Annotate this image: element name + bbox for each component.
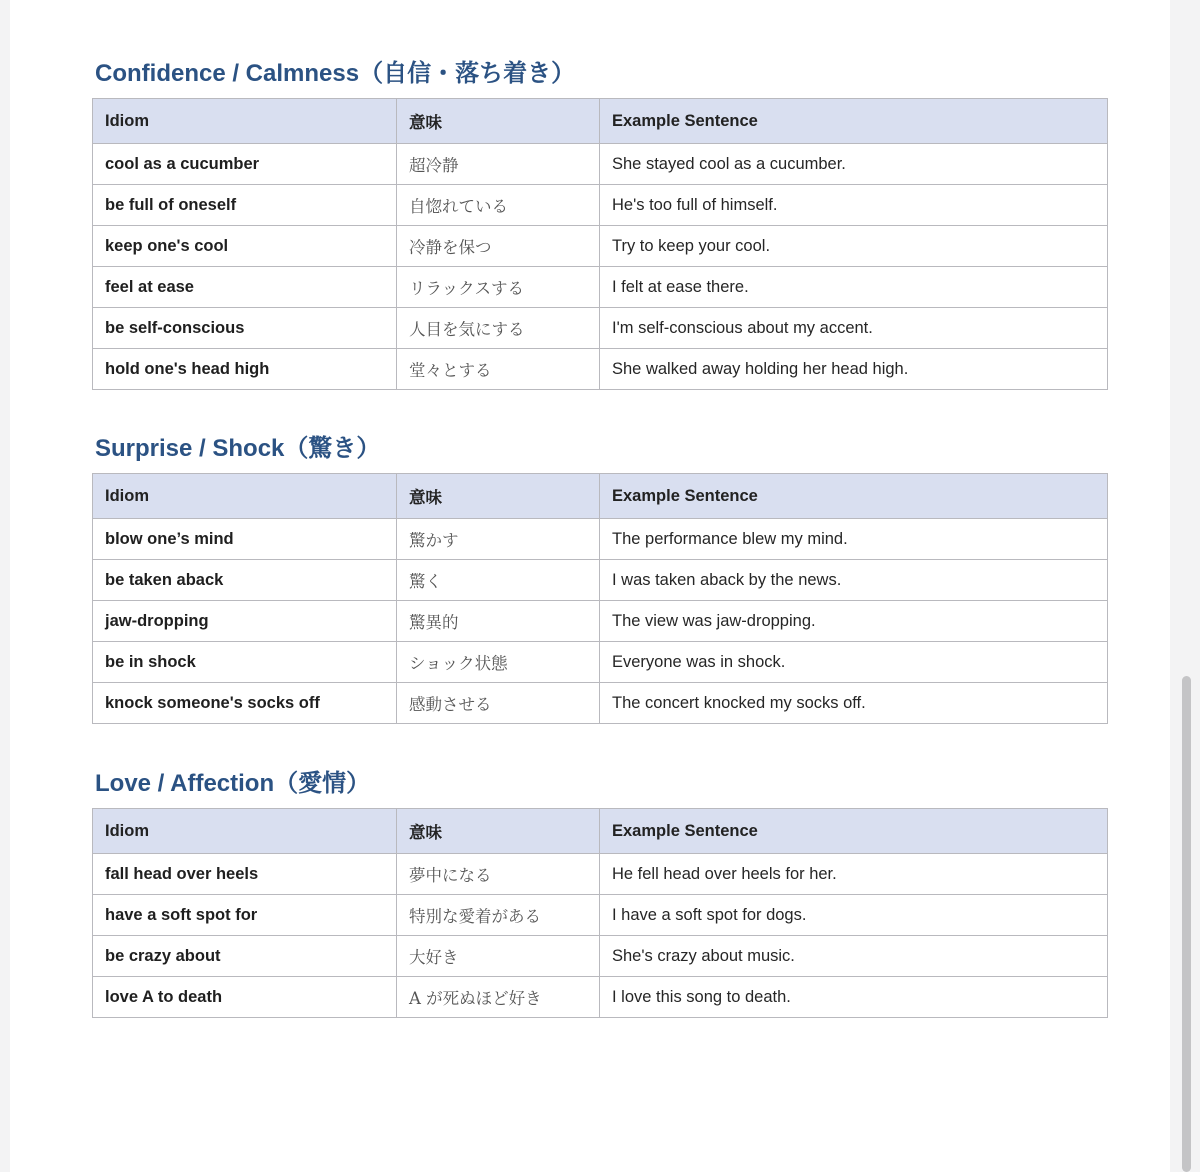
meaning-cell: 驚く xyxy=(397,560,600,601)
table-row xyxy=(93,936,1108,977)
idiom-table-confidence xyxy=(92,98,1108,390)
meaning-cell: 感動させる xyxy=(397,683,600,724)
table-row xyxy=(93,519,1108,560)
example-cell: I love this song to death. xyxy=(600,977,1108,1018)
example-cell: I'm self-conscious about my accent. xyxy=(600,308,1108,349)
idiom-cell: keep one's cool xyxy=(93,226,397,267)
meaning-cell: ショック状態 xyxy=(397,642,600,683)
idiom-cell: be crazy about xyxy=(93,936,397,977)
meaning-cell: 夢中になる xyxy=(397,854,600,895)
idiom-table-love xyxy=(92,808,1108,1018)
section-title-confidence: Confidence / Calmness（自信・落ち着き） xyxy=(95,60,576,87)
example-cell: She's crazy about music. xyxy=(600,936,1108,977)
meaning-cell: 冷静を保つ xyxy=(397,226,600,267)
scrollbar-thumb[interactable] xyxy=(1182,676,1191,1172)
example-cell: She stayed cool as a cucumber. xyxy=(600,144,1108,185)
table-row xyxy=(93,642,1108,683)
example-cell: He fell head over heels for her. xyxy=(600,854,1108,895)
meaning-cell: A が死ぬほど好き xyxy=(397,977,600,1018)
table-row xyxy=(93,308,1108,349)
example-cell: She walked away holding her head high. xyxy=(600,349,1108,390)
example-cell: The concert knocked my socks off. xyxy=(600,683,1108,724)
table-row xyxy=(93,144,1108,185)
idiom-cell: hold one's head high xyxy=(93,349,397,390)
example-cell: Try to keep your cool. xyxy=(600,226,1108,267)
column-header-idiom: Idiom xyxy=(93,99,397,144)
idiom-cell: jaw-dropping xyxy=(93,601,397,642)
example-cell: I felt at ease there. xyxy=(600,267,1108,308)
idiom-cell: love A to death xyxy=(93,977,397,1018)
meaning-cell: 大好き xyxy=(397,936,600,977)
example-cell: I have a soft spot for dogs. xyxy=(600,895,1108,936)
column-header-idiom: Idiom xyxy=(93,809,397,854)
table-row xyxy=(93,977,1108,1018)
example-cell: I was taken aback by the news. xyxy=(600,560,1108,601)
table-row xyxy=(93,895,1108,936)
table-row xyxy=(93,560,1108,601)
example-cell: The view was jaw-dropping. xyxy=(600,601,1108,642)
table-row xyxy=(93,683,1108,724)
column-header-meaning: 意味 xyxy=(397,809,600,854)
section-title-surprise: Surprise / Shock（驚き） xyxy=(95,435,381,462)
table-header-row xyxy=(93,99,1108,144)
column-header-example: Example Sentence xyxy=(600,809,1108,854)
table-row xyxy=(93,226,1108,267)
idiom-cell: be in shock xyxy=(93,642,397,683)
meaning-cell: 人目を気にする xyxy=(397,308,600,349)
meaning-cell: 驚異的 xyxy=(397,601,600,642)
document-page xyxy=(10,0,1170,1172)
table-row xyxy=(93,185,1108,226)
table-row xyxy=(93,349,1108,390)
meaning-cell: リラックスする xyxy=(397,267,600,308)
meaning-cell: 超冷静 xyxy=(397,144,600,185)
column-header-meaning: 意味 xyxy=(397,99,600,144)
example-cell: Everyone was in shock. xyxy=(600,642,1108,683)
column-header-meaning: 意味 xyxy=(397,474,600,519)
column-header-example: Example Sentence xyxy=(600,99,1108,144)
idiom-cell: fall head over heels xyxy=(93,854,397,895)
idiom-cell: be self-conscious xyxy=(93,308,397,349)
idiom-cell: cool as a cucumber xyxy=(93,144,397,185)
meaning-cell: 自惚れている xyxy=(397,185,600,226)
table-row xyxy=(93,267,1108,308)
idiom-cell: blow one’s mind xyxy=(93,519,397,560)
idiom-table-surprise xyxy=(92,473,1108,724)
example-cell: He's too full of himself. xyxy=(600,185,1108,226)
table-header-row xyxy=(93,474,1108,519)
example-cell: The performance blew my mind. xyxy=(600,519,1108,560)
idiom-cell: be taken aback xyxy=(93,560,397,601)
meaning-cell: 特別な愛着がある xyxy=(397,895,600,936)
meaning-cell: 驚かす xyxy=(397,519,600,560)
idiom-cell: have a soft spot for xyxy=(93,895,397,936)
idiom-cell: knock someone's socks off xyxy=(93,683,397,724)
table-header-row xyxy=(93,809,1108,854)
section-title-love: Love / Affection（愛情） xyxy=(95,770,371,797)
idiom-cell: feel at ease xyxy=(93,267,397,308)
idiom-cell: be full of oneself xyxy=(93,185,397,226)
table-row xyxy=(93,854,1108,895)
meaning-cell: 堂々とする xyxy=(397,349,600,390)
column-header-example: Example Sentence xyxy=(600,474,1108,519)
table-row xyxy=(93,601,1108,642)
column-header-idiom: Idiom xyxy=(93,474,397,519)
